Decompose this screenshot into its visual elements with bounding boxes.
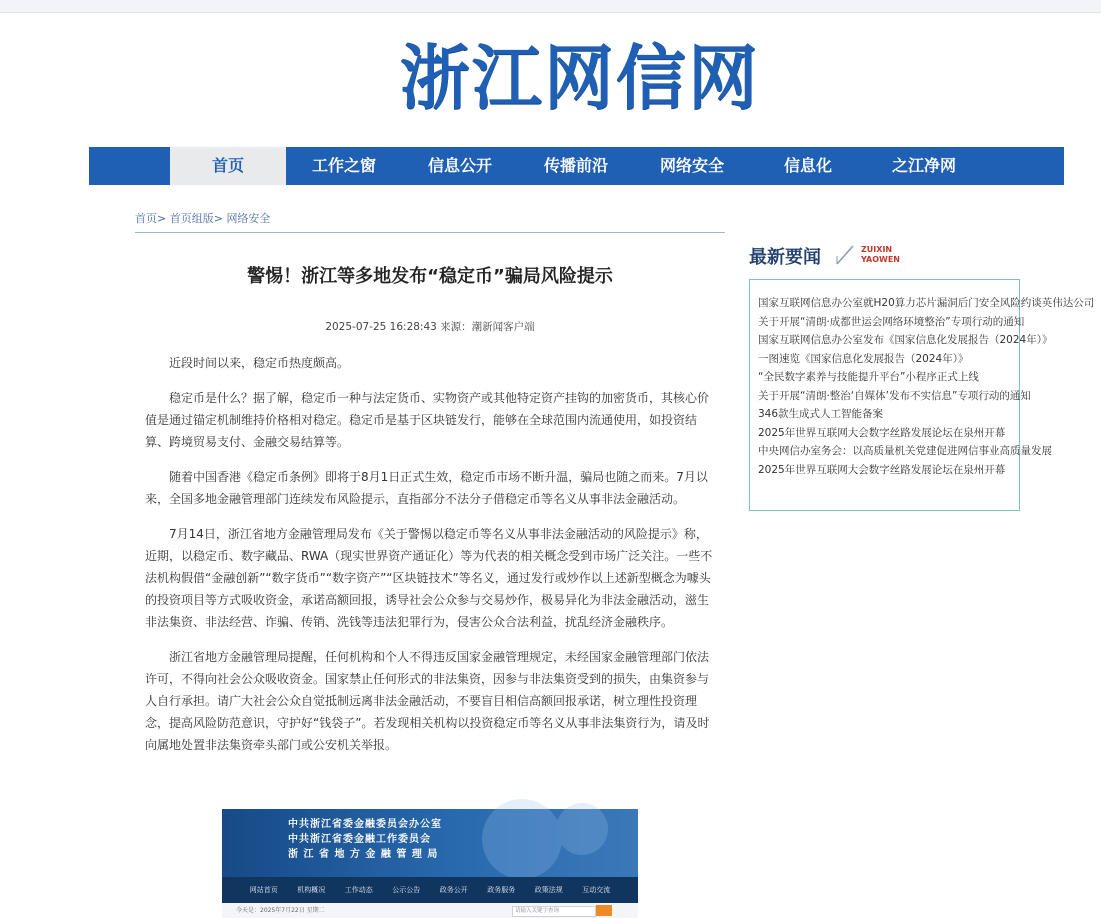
breadcrumb-level2[interactable]: 网络安全 bbox=[226, 212, 271, 225]
inset-nav-item: 机构概况 bbox=[297, 886, 326, 894]
inset-title-line: 浙 江 省 地 方 金 融 管 理 局 bbox=[288, 849, 439, 860]
news-link[interactable]: 2025年世界互联网大会数字丝路发展论坛在泉州开幕 bbox=[758, 426, 1006, 439]
latest-news-list bbox=[758, 294, 1095, 479]
inset-search-input: 请输入关键字查询 bbox=[512, 906, 596, 917]
nav-item-info-disclosure[interactable]: 信息公开 bbox=[427, 156, 492, 175]
nav-item-informatization[interactable]: 信息化 bbox=[783, 156, 832, 175]
site-logo[interactable]: 浙江网信网 bbox=[400, 37, 760, 119]
browser-top-strip bbox=[0, 0, 1101, 13]
news-link[interactable]: 346款生成式人工智能备案 bbox=[758, 408, 884, 420]
article-paragraph: 稳定币是什么？据了解，稳定币一种与法定货币、实物资产或其他特定资产挂钩的加密货币，其核心价值是通过锚定机制维持价格相对稳定。稳定币是基于区块链发行，能够在全球范围内流通使用，如投资结算、跨境贸易支付、金融交易结算等。 bbox=[145, 391, 710, 449]
article-paragraph: 7月14日，浙江省地方金融管理局发布《关于警惕以稳定币等名义从事非法金融活动的风险提示》称，近期，以稳定币、数字藏品、RWA（现实世界资产通证化）等为代表的相关概念受到市场广泛关注。一些不法机构假借“金融创新”“数字货币”“数字资产”“区块链技术”等名义，通过发行或炒作以上述新型概念为噱头的投资项目等方式吸收资金，承诺高额回报，诱导社会公众参与交易炒作，极易异化为非法金融活动，滋生非法集资、非法经营、诈骗、传销、洗钱等违法犯罪行为，侵害公众合法利益，扰乱经济金融秩序。 bbox=[145, 527, 713, 629]
inset-nav-item: 政务公开 bbox=[439, 886, 468, 894]
inset-title-line: 中共浙江省委金融委员会办公室 bbox=[288, 819, 442, 830]
sidebar-heading bbox=[749, 241, 1021, 271]
sidebar-title-english bbox=[861, 245, 900, 265]
inset-nav-bar bbox=[222, 877, 638, 903]
sidebar-title-en-1: ZUIXIN bbox=[861, 245, 893, 254]
article-title: 警惕！浙江等多地发布“稳定币”骗局风险提示 bbox=[247, 266, 613, 287]
news-link[interactable]: 中央网信办室务会：以高质量机关党建促进网信事业高质量发展 bbox=[758, 445, 1052, 457]
nav-item-work-window[interactable]: 工作之窗 bbox=[311, 156, 376, 175]
breadcrumb bbox=[135, 210, 725, 233]
article-paragraph: 近段时间以来，稳定币热度颇高。 bbox=[169, 356, 350, 370]
inset-nav-item: 互动交流 bbox=[582, 886, 611, 894]
breadcrumb-level1[interactable]: 首页组版 bbox=[169, 212, 214, 225]
inset-nav-item: 工作动态 bbox=[344, 886, 373, 894]
slash-decoration-icon bbox=[835, 244, 855, 266]
inset-info-bar bbox=[222, 903, 638, 918]
news-link[interactable]: 国家互联网信息办公室发布《国家信息化发展报告（2024年）》 bbox=[758, 334, 1053, 346]
latest-news-box bbox=[749, 279, 1095, 511]
article-paragraph: 浙江省地方金融管理局提醒，任何机构和个人不得违反国家金融管理规定，未经国家金融管理部门依法许可，不得向社会公众吸收资金。国家禁止任何形式的非法集资，因参与非法集资受到的损失，由集资参与人自行承担。请广大社会公众自觉抵制远离非法金融活动，不要盲目相信高额回报承诺，树立理性投资理念，提高风险防范意识，守护好“钱袋子”。若发现相关机构以投资稳定币等名义从事非法集资行为，请及时向属地处置非法集资牵头部门或公安机关举报。 bbox=[145, 650, 710, 752]
breadcrumb-home[interactable]: 首页 bbox=[135, 212, 157, 225]
inset-nav-item: 网站首页 bbox=[249, 886, 278, 894]
inset-title-line: 中共浙江省委金融工作委员会 bbox=[288, 834, 431, 845]
nav-item-zhijiang-clean-net[interactable]: 之江净网 bbox=[891, 156, 956, 175]
news-link[interactable]: 关于开展“清朗·整治‘自媒体’发布不实信息”专项行动的通知 bbox=[758, 389, 1031, 402]
inset-header-banner bbox=[222, 809, 638, 877]
inset-date: 今天是：2025年7月22日 星期二 bbox=[236, 907, 325, 914]
nav-item-network-security[interactable]: 网络安全 bbox=[659, 156, 724, 175]
article-body bbox=[145, 352, 713, 769]
nav-item-communication-frontier[interactable]: 传播前沿 bbox=[543, 156, 608, 175]
news-link[interactable]: 关于开展“清朗·成都世运会网络环境整治”专项行动的通知 bbox=[758, 315, 1025, 328]
sidebar-title: 最新要闻 bbox=[749, 247, 821, 268]
news-link[interactable]: “全民数字素养与技能提升平台”小程序正式上线 bbox=[758, 371, 979, 383]
inset-nav-item: 政务服务 bbox=[487, 886, 516, 894]
sidebar-title-en-2: YAOWEN bbox=[861, 255, 901, 264]
news-link[interactable]: 国家互联网信息办公室就H20算力芯片漏洞后门安全风险约谈英伟达公司 bbox=[758, 297, 1095, 309]
article-screenshot-image bbox=[222, 809, 638, 918]
breadcrumb-separator: > bbox=[213, 212, 223, 225]
inset-search-button bbox=[596, 905, 612, 916]
inset-nav-item: 公示公告 bbox=[392, 886, 421, 894]
article-paragraph: 随着中国香港《稳定币条例》即将于8月1日正式生效，稳定币市场不断升温，骗局也随之而来。7月以来，全国多地金融管理部门连续发布风险提示，直指部分不法分子借稳定币等名义从事非法金融活动。 bbox=[145, 470, 708, 506]
news-link[interactable]: 一图速览《国家信息化发展报告（2024年）》 bbox=[758, 352, 969, 365]
breadcrumb-separator: > bbox=[157, 212, 167, 225]
nav-spacer bbox=[89, 147, 170, 185]
main-nav bbox=[89, 147, 1064, 185]
news-link[interactable]: 2025年世界互联网大会数字丝路发展论坛在泉州开幕 bbox=[758, 463, 1006, 476]
nav-item-home[interactable]: 首页 bbox=[170, 147, 286, 185]
article-meta: 2025-07-25 16:28:43 来源：潮新闻客户端 bbox=[325, 321, 535, 333]
inset-nav-item: 政策法规 bbox=[534, 886, 563, 894]
